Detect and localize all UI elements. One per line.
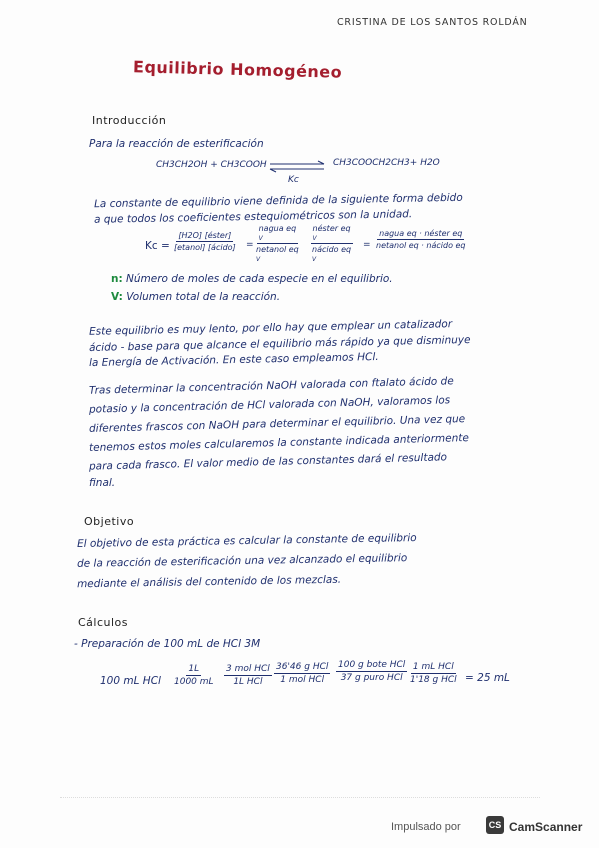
calc-f3-denominator: 1 mol HCl	[280, 675, 325, 685]
kc-f4-denominator: netanol eq · nácido eq	[376, 241, 466, 250]
calc-line: - Preparación de 100 mL de HCl 3M	[74, 638, 261, 650]
objective-line2: de la reacción de esterificación una vez alcanzado el equilibrio	[76, 552, 408, 570]
kc-f4-numerator: nagua eq · néster eq	[379, 229, 463, 238]
reaction-kc: Kc	[288, 175, 299, 185]
calc-fraction-3	[274, 662, 330, 685]
legend-n-text: Número de moles de cada especie en el equilibrio.	[126, 273, 393, 285]
calc-f1-numerator: 1L	[188, 664, 200, 674]
calc-result: = 25 mL	[465, 672, 510, 684]
kc-f3-numerator-volume: V	[312, 235, 317, 242]
intro-p1-line1: La constante de equilibrio viene definida de la siguiente forma debido	[93, 191, 463, 211]
calc-fraction-4	[336, 660, 407, 683]
kc-f3-numerator: néster eq	[312, 224, 351, 233]
kc-f1-denominator: [etanol] [ácido]	[174, 243, 236, 252]
legend-v	[111, 291, 280, 303]
calc-f4-numerator: 100 g bote HCl	[338, 660, 406, 670]
intro-p3-line3: diferentes frascos con NaOH para determinar el equilibrio. Una vez que	[88, 413, 466, 435]
calc-fraction-2	[224, 664, 272, 687]
intro-heading: Introducción	[92, 114, 167, 127]
kc-concentration-fraction	[172, 231, 238, 252]
legend-v-text: Volumen total de la reacción.	[126, 291, 281, 303]
calc-f4-denominator: 37 g puro HCl	[340, 673, 403, 683]
intro-p2-line2: ácido - base para que alcance el equilibrio más rápido ya que disminuye	[88, 334, 471, 354]
kc-ester-acid-fraction	[310, 224, 353, 263]
objective-line1: El objetivo de esta práctica es calcular la constante de equilibrio	[76, 532, 417, 550]
page-title: Equilibrio Homogéneo	[132, 57, 343, 82]
kc-label: Kc =	[145, 240, 170, 252]
intro-p3-line5: para cada frasco. El valor medio de las constantes dará el resultado	[88, 451, 448, 473]
legend-n-key: n:	[111, 273, 123, 285]
objective-heading: Objetivo	[84, 515, 135, 528]
intro-p3-line4: tenemos estos moles calcularemos la constante indicada anteriormente	[88, 432, 469, 454]
intro-p2-line3: la Energía de Activación. En este caso empleamos HCl.	[88, 350, 379, 370]
calc-fraction-5	[408, 662, 459, 685]
page-bottom-divider	[60, 797, 540, 798]
calc-f1-denominator: 1000 mL	[174, 677, 214, 687]
camscanner-brand: CamScanner	[509, 820, 583, 834]
kc-equals-1: =	[246, 240, 254, 250]
author-name: CRISTINA DE LOS SANTOS ROLDÁN	[337, 17, 528, 28]
kc-equals-2: =	[363, 240, 371, 250]
kc-f2-denominator: netanol eq	[256, 245, 299, 254]
kc-f2-denominator-volume: V	[256, 256, 261, 263]
reaction-reactants: CH3CH2OH + CH3COOH	[156, 160, 267, 170]
intro-line: Para la reacción de esterificación	[89, 138, 264, 150]
kc-f1-numerator: [H2O] [éster]	[178, 231, 232, 240]
intro-p3-line6: final.	[89, 477, 116, 489]
footer-powered-by: Impulsado por	[391, 821, 461, 833]
calc-f2-numerator: 3 mol HCl	[226, 664, 270, 674]
calc-f2-denominator: 1L HCl	[233, 677, 263, 687]
calc-heading: Cálculos	[78, 616, 129, 629]
legend-n	[111, 273, 393, 285]
intro-p1-line2: a que todos los coeficientes estequiométricos son la unidad.	[93, 208, 413, 226]
intro-p3-line1: Tras determinar la concentración NaOH valorada con ftalato ácido de	[88, 375, 454, 397]
calc-f5-denominator: 1'18 g HCl	[410, 675, 457, 685]
kc-f2-numerator-volume: V	[258, 235, 263, 242]
intro-p3-line2: potasio y la concentración de HCl valorada con NaOH, valoramos los	[88, 394, 451, 416]
equilibrium-arrow-icon	[268, 160, 328, 174]
camscanner-logo-icon: CS	[486, 816, 504, 834]
calc-f5-numerator: 1 mL HCl	[412, 662, 454, 672]
kc-moles-fraction	[374, 229, 468, 250]
intro-p2-line1: Este equilibrio es muy lento, por ello hay que emplear un catalizador	[88, 318, 453, 338]
calc-start: 100 mL HCl	[100, 675, 161, 687]
legend-v-key: V:	[111, 291, 123, 303]
calc-f3-numerator: 36'46 g HCl	[276, 662, 329, 672]
objective-line3: mediante el análisis del contenido de los mezclas.	[76, 573, 342, 591]
kc-f3-denominator-volume: V	[312, 256, 317, 263]
kc-f2-numerator: nagua eq	[258, 224, 297, 233]
kc-water-etanol-fraction	[254, 224, 301, 263]
kc-f3-denominator: nácido eq	[312, 245, 352, 254]
calc-fraction-1	[172, 664, 216, 687]
reaction-products: CH3COOCH2CH3+ H2O	[333, 158, 440, 168]
